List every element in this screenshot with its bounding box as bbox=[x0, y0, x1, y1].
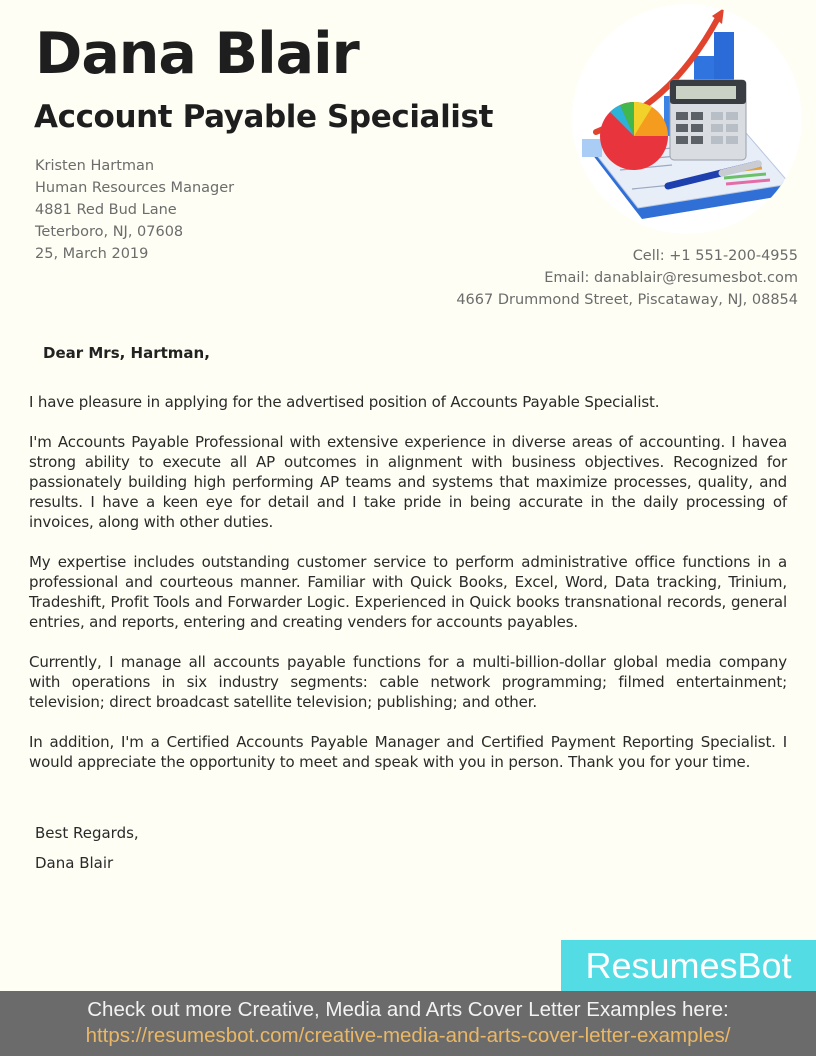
job-title: Account Payable Specialist bbox=[34, 99, 493, 135]
footer-examples-link[interactable]: https://resumesbot.com/creative-media-and-arts-cover-letter-examples/ bbox=[85, 1024, 731, 1047]
recipient-title: Human Resources Manager bbox=[35, 180, 235, 196]
applicant-name: Dana Blair bbox=[35, 21, 359, 87]
accounting-illustration-icon bbox=[572, 4, 802, 234]
paragraph-expertise: My expertise includes outstanding customer service to perform administrative office functions in a professional and courteous manner. Familiar with Quick Books, Excel, Word, Data tracking, Trinium, Tradeshift, Profit Tools and Forwarder Logic. Experienced in Quick books transnational records, general entries, and reports, entering and creating venders for accounts payables. bbox=[29, 553, 787, 631]
letter-date: 25, March 2019 bbox=[35, 246, 149, 262]
sender-cell: Cell: +1 551-200-4955 bbox=[632, 248, 798, 264]
footer-cta-text: Check out more Creative, Media and Arts Cover Letter Examples here: bbox=[87, 998, 729, 1021]
recipient-name: Kristen Hartman bbox=[35, 158, 155, 174]
letter-closing bbox=[35, 818, 139, 878]
paragraph-current-role: Currently, I manage all accounts payable functions for a multi-billion-dollar global media company with operations in six industry segments: cable network programming; filmed entertainment; television; direct broadcast satellite television; publishing; and other. bbox=[29, 653, 787, 711]
sender-email: Email: danablair@resumesbot.com bbox=[544, 270, 798, 286]
salutation: Dear Mrs, Hartman, bbox=[43, 344, 210, 362]
recipient-city: Teterboro, NJ, 07608 bbox=[35, 224, 184, 240]
paragraph-experience: I'm Accounts Payable Professional with extensive experience in diverse areas of accounting. I havea strong ability to execute all AP outcomes in alignment with business objectives. Recognized for passionately building high performing AP teams and systems that maximize processes, quality, and results. I have a keen eye for detail and I take pride in being accurate in the daily processing of invoices, along with other duties. bbox=[29, 433, 787, 531]
recipient-block bbox=[35, 155, 234, 265]
sender-contact-block bbox=[456, 245, 798, 311]
sender-address: 4667 Drummond Street, Piscataway, NJ, 08854 bbox=[456, 292, 798, 308]
paragraph-closing: In addition, I'm a Certified Accounts Payable Manager and Certified Payment Reporting Specialist. I would appreciate the opportunity to meet and speak with you in person. Thank you for your time. bbox=[29, 733, 787, 771]
closing-phrase: Best Regards, bbox=[35, 824, 139, 842]
recipient-street: 4881 Red Bud Lane bbox=[35, 202, 177, 218]
footer-banner bbox=[0, 991, 816, 1056]
signature-name: Dana Blair bbox=[35, 854, 114, 872]
paragraph-intro: I have pleasure in applying for the advertised position of Accounts Payable Specialist. bbox=[29, 393, 660, 411]
resumesbot-logo[interactable]: ResumesBot bbox=[561, 940, 816, 991]
letter-body bbox=[29, 392, 787, 792]
